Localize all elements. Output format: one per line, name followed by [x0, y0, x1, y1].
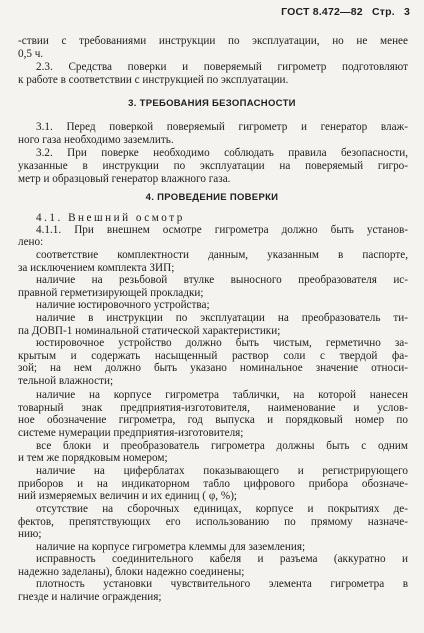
- text-line: 3.2. При поверке необходимо соблюдать правила безопасности,: [36, 147, 408, 159]
- text-line: исправность соединительного кабеля и разъема (аккуратно и: [36, 553, 408, 565]
- text-line: к работе в соответствии с инструкцией по эксплуатации.: [18, 74, 289, 86]
- text-line: наличие на корпусе гигрометра клеммы для заземления;: [36, 541, 306, 553]
- text-line: за исключением комплекта ЗИП;: [18, 262, 175, 274]
- standard-number: ГОСТ 8.472—82: [281, 6, 363, 18]
- page-number: 3: [403, 6, 410, 18]
- section-heading: 3. ТРЕБОВАНИЯ БЕЗОПАСНОСТИ: [128, 98, 296, 109]
- text-line: наличие на корпусе гигрометра таблички, на которой нанесен: [36, 389, 408, 401]
- text-line: соответствие комплектности данным, указанным в паспорте,: [36, 249, 408, 261]
- page-label: Стр.: [371, 6, 395, 18]
- text-line: па ДОВП-1 номинальной статической характеристики;: [18, 325, 281, 337]
- text-line: надежно заделаны), блоки надежно соединены;: [18, 566, 245, 578]
- text-line: наличие на резьбовой втулке выносного преобразователя ис-: [36, 274, 408, 286]
- text-line: правной герметизирующей прокладки;: [18, 287, 204, 299]
- text-line: ного газа необходимо заземлить.: [18, 134, 174, 146]
- text-line: ное обозначение гигрометра, год выпуска и порядковый номер по: [18, 414, 408, 426]
- text-line: метр и образцовый генератор влажного газа.: [18, 173, 231, 185]
- section-heading: 4. ПРОВЕДЕНИЕ ПОВЕРКИ: [145, 192, 279, 203]
- text-line: наличие в инструкции по эксплуатации на преобразователь ти-: [36, 312, 408, 324]
- text-line: юстировочное устройство должно быть чистым, герметично за-: [36, 337, 408, 349]
- text-line: все блоки и преобразователь гигрометра должны быть с одним: [36, 440, 408, 452]
- subsection-title: 4.1. Внешний осмотр: [36, 212, 185, 224]
- text-line: наличие на циферблатах показывающего и регистрирующего: [36, 465, 408, 477]
- text-line: и тем же порядковым номером;: [18, 452, 168, 464]
- text-line: нию;: [18, 528, 42, 540]
- text-line: тельной влажности;: [18, 375, 114, 387]
- text-line: указанные в инструкции по эксплуатации на поверяемый гигро-: [18, 160, 408, 172]
- text-line: лено:: [18, 236, 44, 248]
- page-header: [281, 6, 410, 18]
- text-line: -ствии с требованиями инструкции по эксплуатации, но не менее: [18, 35, 408, 47]
- text-line: товарный знак предприятия-изготовителя, наименование и услов-: [18, 402, 408, 414]
- text-line: 0,5 ч.: [18, 48, 44, 60]
- text-line: крытым и содержать насыщенный раствор соли с твердой фа-: [18, 350, 408, 362]
- text-line: системе нумерации предприятия-изготовителя;: [18, 427, 244, 439]
- text-line: ний измеряемых величин и их единиц ( φ, %);: [18, 490, 238, 502]
- text-line: отсутствие на сборочных единицах, корпусе и покрытиях де-: [36, 503, 408, 515]
- text-line: 4.1.1. При внешнем осмотре гигрометра должно быть установ-: [36, 224, 408, 236]
- text-line: плотность установки чувствительного элемента гигрометра в: [36, 578, 408, 590]
- text-line: 3.1. Перед поверкой поверяемый гигрометр и генератор влаж-: [36, 121, 408, 133]
- text-line: гнезде и наличие ограждения;: [18, 591, 162, 603]
- text-line: фектов, препятствующих его использованию по прямому назначе-: [18, 516, 408, 528]
- text-line: 2.3. Средства поверки и поверяемый гигрометр подготовляют: [36, 61, 408, 73]
- text-line: наличие юстировочного устройства;: [36, 299, 210, 311]
- text-line: приборов и на индикаторном табло цифрового прибора обозначе-: [18, 478, 408, 490]
- text-line: зой; на нем должно быть указано номинальное значение относи-: [18, 362, 408, 374]
